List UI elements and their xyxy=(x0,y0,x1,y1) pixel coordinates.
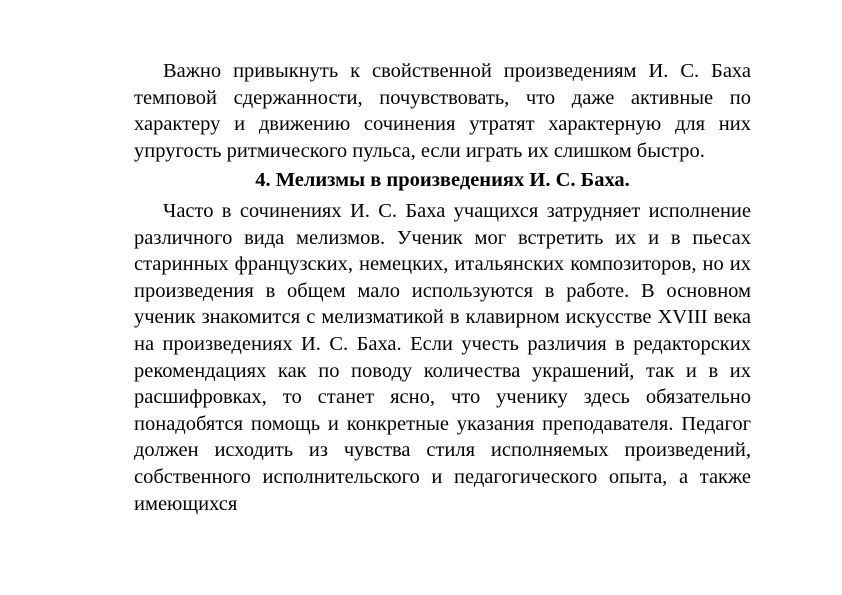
paragraph-melismas: Часто в сочинениях И. С. Баха учащихся затрудняет исполнение различного вида мелизмов. Ученик мог встретить их и в пьесах старинных французских, немецких, итальянских композиторов, но их произведения в общем мало используются в работе. В основном ученик знакомится с мелизматикой в клавирном искусстве XVIII века на произведениях И. С. Баха. Если учесть различия в редакторских рекомендациях как по поводу количества украшений, так и в их расшифровках, то станет ясно, что ученику здесь обязательно понадобятся помощь и конкретные указания преподавателя. Педагог должен исходить из чувства стиля исполняемых произведений, собственного исполнительского и педагогического опыта, а также имеющихся xyxy=(134,199,751,515)
section-heading: 4. Мелизмы в произведениях И. С. Баха. xyxy=(255,169,630,192)
document-page xyxy=(134,58,751,517)
paragraph-tempo: Важно привыкнуть к свойственной произведениям И. С. Баха темповой сдержанности, почувствовать, что даже активные по характеру и движению сочинения утратят характерную для них упругость ритмического пульса, если играть их слишком быстро. xyxy=(134,60,751,162)
